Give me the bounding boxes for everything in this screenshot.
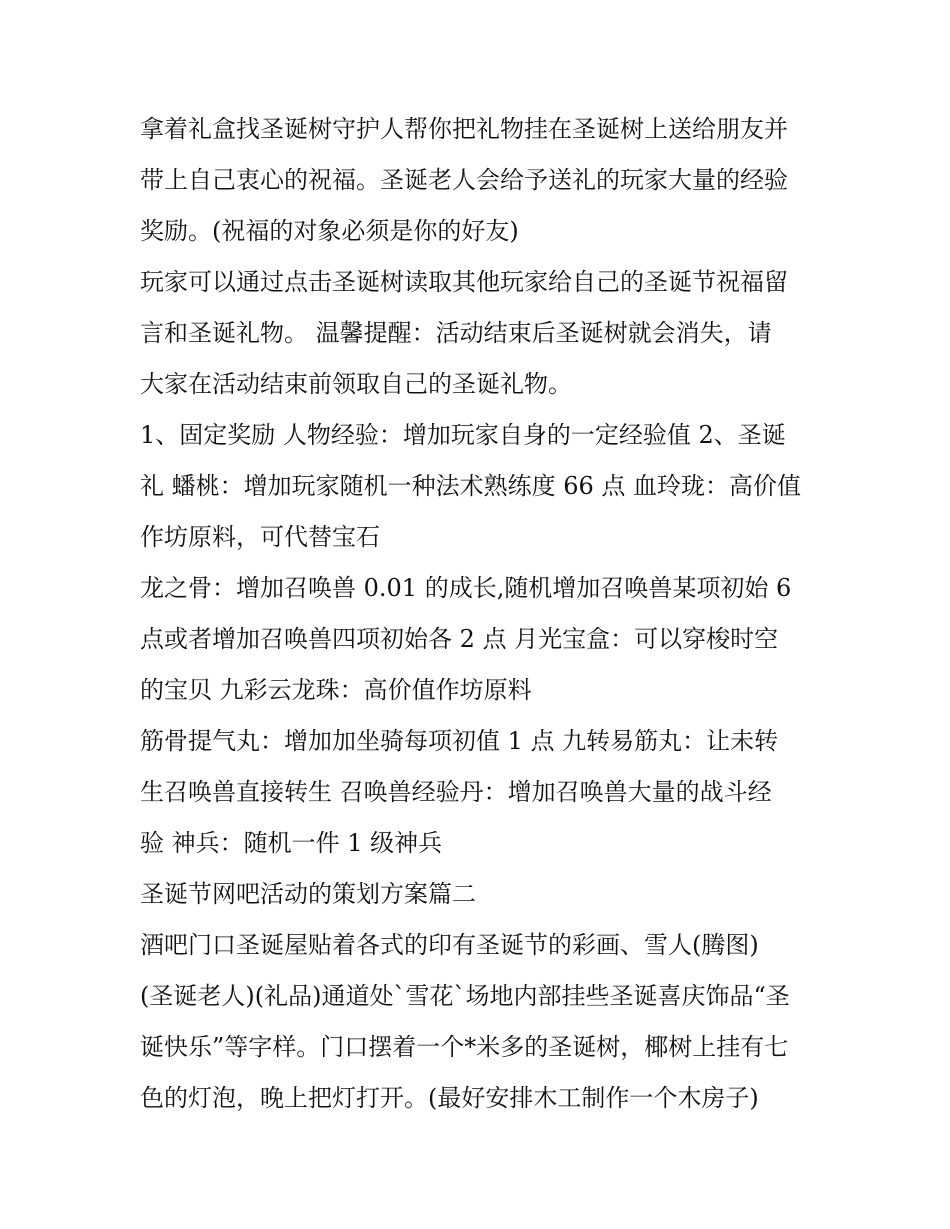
section-heading: 圣诞节网吧活动的策划方案篇二 [140, 880, 476, 908]
text-line: 作坊原料，可代替宝石 [140, 523, 380, 551]
text-line: 带上自己衷心的祝福。圣诞老人会给予送礼的玩家大量的经验 [140, 166, 788, 194]
text-line: 奖励。(祝福的对象必须是你的好友) [140, 217, 519, 245]
text-line: 诞快乐”等字样。门口摆着一个*米多的圣诞树，椰树上挂有七 [140, 1033, 789, 1061]
text-line: 言和圣诞礼物。 温馨提醒：活动结束后圣诞树就会消失，请 [140, 319, 772, 347]
text-line: 1、固定奖励 人物经验：增加玩家自身的一定经验值 2、圣诞 [140, 421, 786, 449]
document-body [140, 108, 820, 1128]
text-line: 酒吧门口圣诞屋贴着各式的印有圣诞节的彩画、雪人(腾图) [140, 931, 759, 959]
text-line: 生召唤兽直接转生 召唤兽经验丹：增加召唤兽大量的战斗经 [140, 778, 772, 806]
text-line: 筋骨提气丸：增加加坐骑每项初值 1 点 九转易筋丸：让未转 [140, 727, 779, 755]
text-line: 色的灯泡，晚上把灯打开。(最好安排木工制作一个木房子) [140, 1084, 759, 1112]
text-line: 礼 蟠桃：增加玩家随机一种法术熟练度 66 点 血玲珑：高价值 [140, 472, 802, 500]
text-line: 拿着礼盒找圣诞树守护人帮你把礼物挂在圣诞树上送给朋友并 [140, 115, 788, 143]
text-line: (圣诞老人)(礼品)通道处`雪花`场地内部挂些圣诞喜庆饰品“圣 [140, 982, 790, 1010]
text-line: 龙之骨：增加召唤兽 0.01 的成长,随机增加召唤兽某项初始 6 [140, 574, 792, 602]
text-line: 点或者增加召唤兽四项初始各 2 点 月光宝盒：可以穿梭时空 [140, 625, 779, 653]
text-line: 验 神兵：随机一件 1 级神兵 [140, 829, 443, 857]
text-line: 玩家可以通过点击圣诞树读取其他玩家给自己的圣诞节祝福留 [140, 268, 788, 296]
text-line: 大家在活动结束前领取自己的圣诞礼物。 [140, 370, 572, 398]
text-line: 的宝贝 九彩云龙珠：高价值作坊原料 [140, 676, 532, 704]
